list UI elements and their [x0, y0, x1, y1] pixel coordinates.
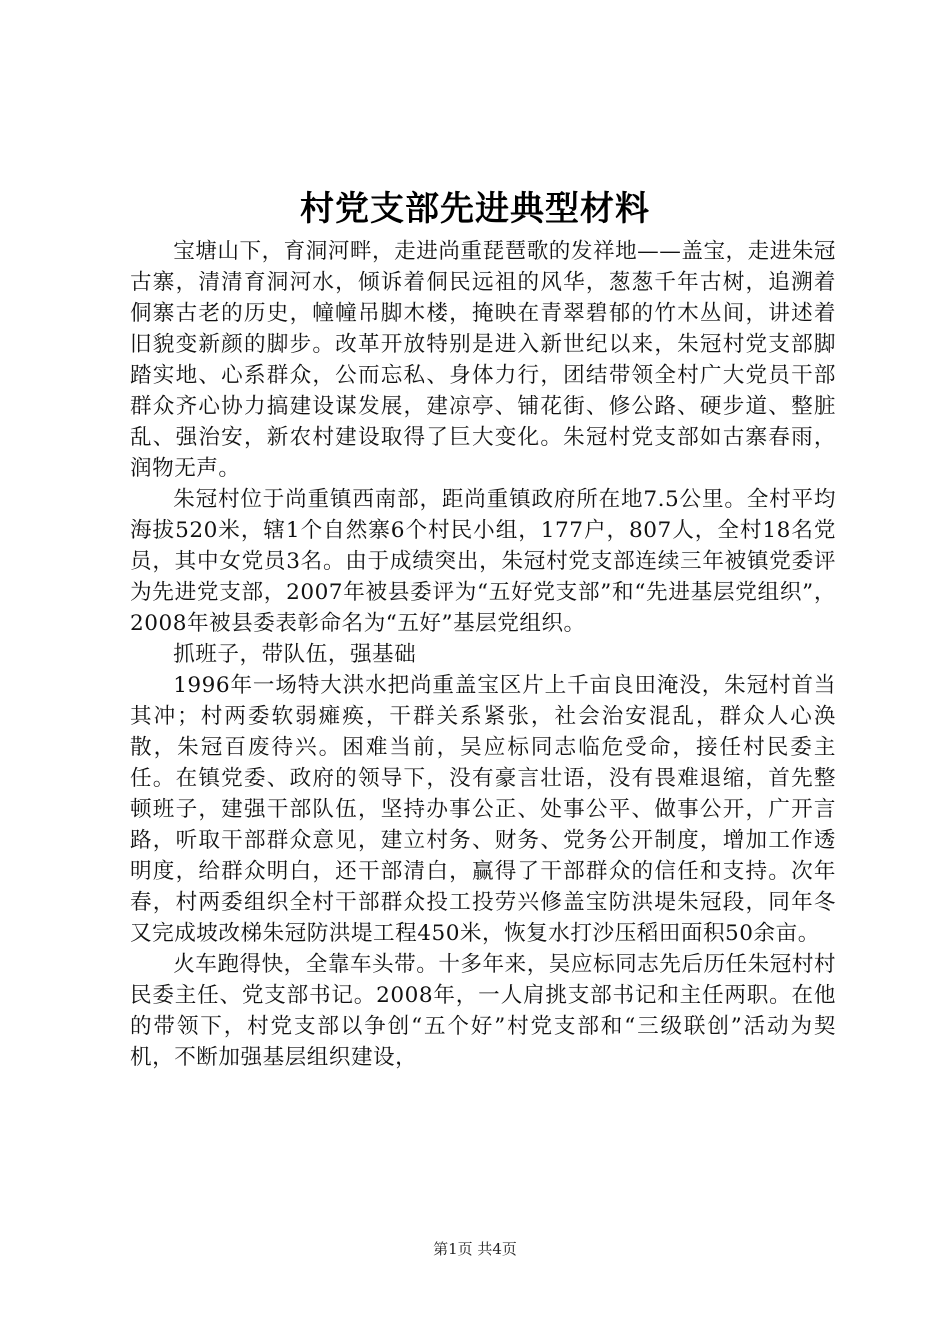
paragraph-leadership: 火车跑得快，全靠车头带。十多年来，吴应标同志先后历任朱冠村村民委主任、党支部书记。2008年，一人肩挑支部书记和主任两职。在他的带领下，村党支部以争创“五个好”村党支部和“三级联创”活动为契机，不断加强基层组织建设，	[130, 952, 837, 1070]
paragraph-village-overview: 朱冠村位于尚重镇西南部，距尚重镇政府所在地7.5公里。全村平均海拔520米，辖1个自然寨6个村民小组，177户，807人，全村18名党员，其中女党员3名。由于成绩突出，朱冠村党支部连续三年被镇党委评为先进党支部，2007年被县委评为“五好党支部”和“先进基层党组织”，2008年被县委表彰命名为“五好”基层党组织。	[130, 487, 836, 636]
document-body	[130, 236, 836, 1073]
paragraph-intro: 宝塘山下，育洞河畔，走进尚重琵琶歌的发祥地——盖宝，走进朱冠古寨，清清育洞河水，倾诉着侗民远祖的风华，葱葱千年古树，追溯着侗寨古老的历史，幢幢吊脚木楼，掩映在青翠碧郁的竹木丛间，讲述着旧貌变新颜的脚步。改革开放特别是进入新世纪以来，朱冠村党支部脚踏实地、心系群众，公而忘私、身体力行，团结带领全村广大党员干部群众齐心协力搞建设谋发展，建凉亭、铺花街、修公路、硬步道、整脏乱、强治安，新农村建设取得了巨大变化。朱冠村党支部如古寨春雨，润物无声。	[130, 239, 837, 481]
document-title: 村党支部先进典型材料	[300, 189, 650, 229]
paragraph-flood-1996: 1996年一场特大洪水把尚重盖宝区片上千亩良田淹没，朱冠村首当其冲；村两委软弱瘫痪，干群关系紧张，社会治安混乱，群众人心涣散，朱冠百废待兴。困难当前，吴应标同志临危受命，接任村民委主任。在镇党委、政府的领导下，没有豪言壮语，没有畏难退缩，首先整顿班子，建强干部队伍，坚持办事公正、处事公平、做事公开，广开言路，听取干部群众意见，建立村务、财务、党务公开制度，增加工作透明度，给群众明白，还干部清白，赢得了干部群众的信任和支持。次年春，村两委组织全村干部群众投工投劳兴修盖宝防洪堤朱冠段，同年冬又完成坡改梯朱冠防洪堤工程450米，恢复水打沙压稻田面积50余亩。	[130, 673, 836, 946]
page-number-footer: 第1页 共4页	[433, 1240, 517, 1258]
section-heading: 抓班子，带队伍，强基础	[173, 642, 417, 667]
